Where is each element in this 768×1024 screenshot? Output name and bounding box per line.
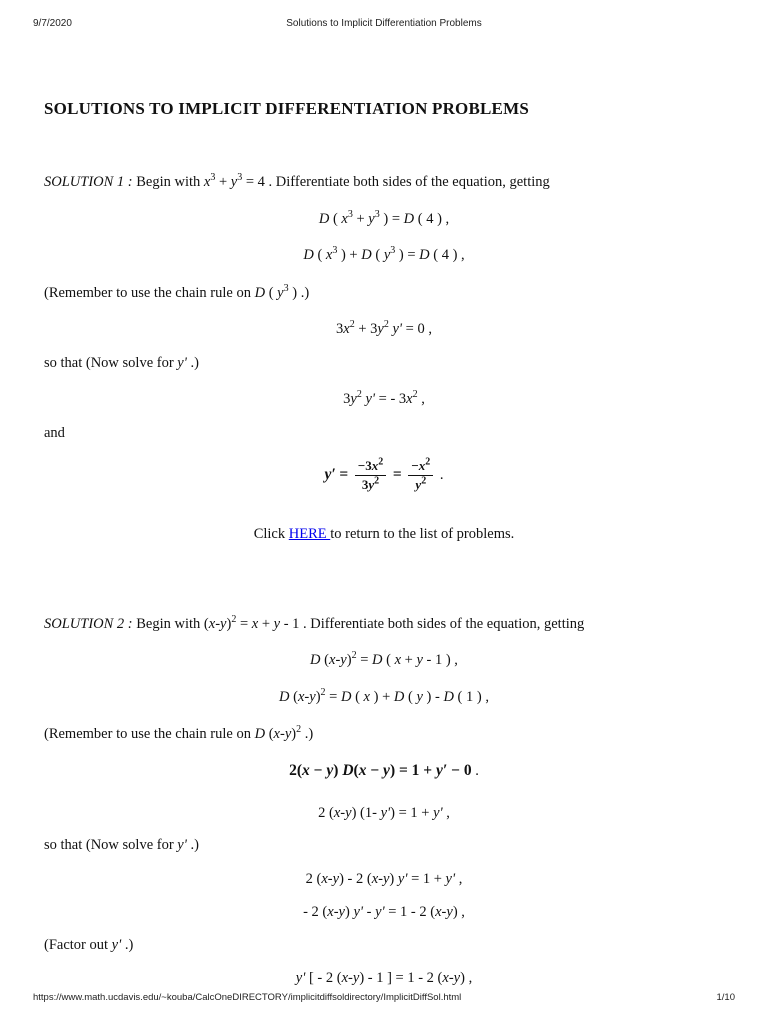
solution-1-remember-tail: .) bbox=[297, 285, 310, 301]
solution-2-factor-tail: .) bbox=[121, 937, 134, 953]
solution-2-remember: (Remember to use the chain rule on D $(x-y)^2$ .) bbox=[44, 724, 314, 742]
page-number: 1/10 bbox=[716, 992, 735, 1003]
solution-2-intro-text: Begin with bbox=[132, 616, 204, 632]
solution-2-equation-7: y' [ - 2 (x-y) - 1 ] = 1 - 2 (x-y) , bbox=[295, 970, 473, 986]
solution-2-so-that: so that (Now solve for y' .) bbox=[44, 837, 199, 853]
solution-2-factor: (Factor out y' .) bbox=[44, 937, 134, 953]
solution-2-equation-1: D $(x-y)^2 = D$ ( x + y - 1 ) , bbox=[310, 650, 458, 668]
solution-2-so-that-tail: .) bbox=[186, 837, 199, 853]
solution-1-label: SOLUTION 1 : bbox=[44, 174, 133, 190]
solution-2-remember-tail: .) bbox=[301, 726, 314, 742]
solution-1-and: and bbox=[44, 425, 65, 441]
solution-2-equation-3: 2(x − y) D(x − y) = 1 + y′ − 0 . bbox=[289, 762, 479, 779]
return-suffix: to return to the list of problems. bbox=[330, 526, 515, 542]
print-url: https://www.math.ucdavis.edu/~kouba/CalcOneDIRECTORY/implicitdiffsoldirectory/ImplicitDiffSol.html bbox=[33, 992, 462, 1003]
solution-1-remember: (Remember to use the chain rule on D ( $y^3$ ) .) bbox=[44, 283, 310, 301]
solution-1-equation-1: D ( $x^3 + y^3$ ) = D ( 4 ) , bbox=[318, 209, 450, 227]
solution-1-equation-4: $3y^2$ y' = - $3x^2$ , bbox=[343, 389, 425, 407]
solution-1-so-that: so that (Now solve for y' .) bbox=[44, 355, 199, 371]
solution-1-so-that-tail: .) bbox=[186, 355, 199, 371]
page-title: SOLUTIONS TO IMPLICIT DIFFERENTIATION PROBLEMS bbox=[44, 99, 529, 118]
solution-1-intro: SOLUTION 1 : Begin with $x^3 + y^3 = 4$ . Differentiate both sides of the equation, getting bbox=[44, 172, 550, 190]
solution-2-remember-text: (Remember to use the chain rule on bbox=[44, 726, 255, 742]
solution-2-intro: SOLUTION 2 : Begin with $(x-y)^2 = x + y - 1$ . Differentiate both sides of the equation, getting bbox=[44, 614, 585, 632]
return-line-1 bbox=[0, 526, 768, 543]
print-page-title: Solutions to Implicit Differentiation Problems bbox=[286, 18, 482, 29]
solution-2-factor-text: (Factor out bbox=[44, 937, 112, 953]
solution-1-equation-5: y′ = $\frac{-3x^2}{3y^2}$ = $\frac{-x^2}{y^2}$ . bbox=[324, 456, 444, 492]
solution-1-remember-text: (Remember to use the chain rule on bbox=[44, 285, 255, 301]
solution-2-equation-4: 2 (x-y) (1- y') = 1 + y' , bbox=[318, 805, 450, 821]
solution-2-intro-tail: . Differentiate both sides of the equation, getting bbox=[299, 616, 585, 632]
solution-2-so-that-text: so that (Now solve for bbox=[44, 837, 178, 853]
solution-1-intro-text: Begin with bbox=[132, 174, 204, 190]
print-date: 9/7/2020 bbox=[33, 18, 72, 29]
return-prefix: Click bbox=[253, 526, 289, 542]
solution-2-label: SOLUTION 2 : bbox=[44, 616, 133, 632]
return-link-1[interactable]: HERE bbox=[288, 526, 331, 542]
solution-1-equation-2: D ( $x^3$ ) + D ( $y^3$ ) = D ( 4 ) , bbox=[303, 245, 465, 263]
solution-2-equation-5: 2 (x-y) - 2 (x-y) y' = 1 + y' , bbox=[305, 871, 463, 887]
solution-1-equation-3: $3x^2 + 3y^2$ y' = 0 , bbox=[336, 319, 432, 337]
solution-2-equation-6: - 2 (x-y) y' - y' = 1 - 2 (x-y) , bbox=[303, 904, 465, 920]
solution-2-equation-2: D $(x-y)^2 = D$ ( x ) + D ( y ) - D ( 1 ) , bbox=[279, 687, 489, 705]
solution-1-intro-tail: . Differentiate both sides of the equation, getting bbox=[264, 174, 550, 190]
solution-1-so-that-text: so that (Now solve for bbox=[44, 355, 178, 371]
